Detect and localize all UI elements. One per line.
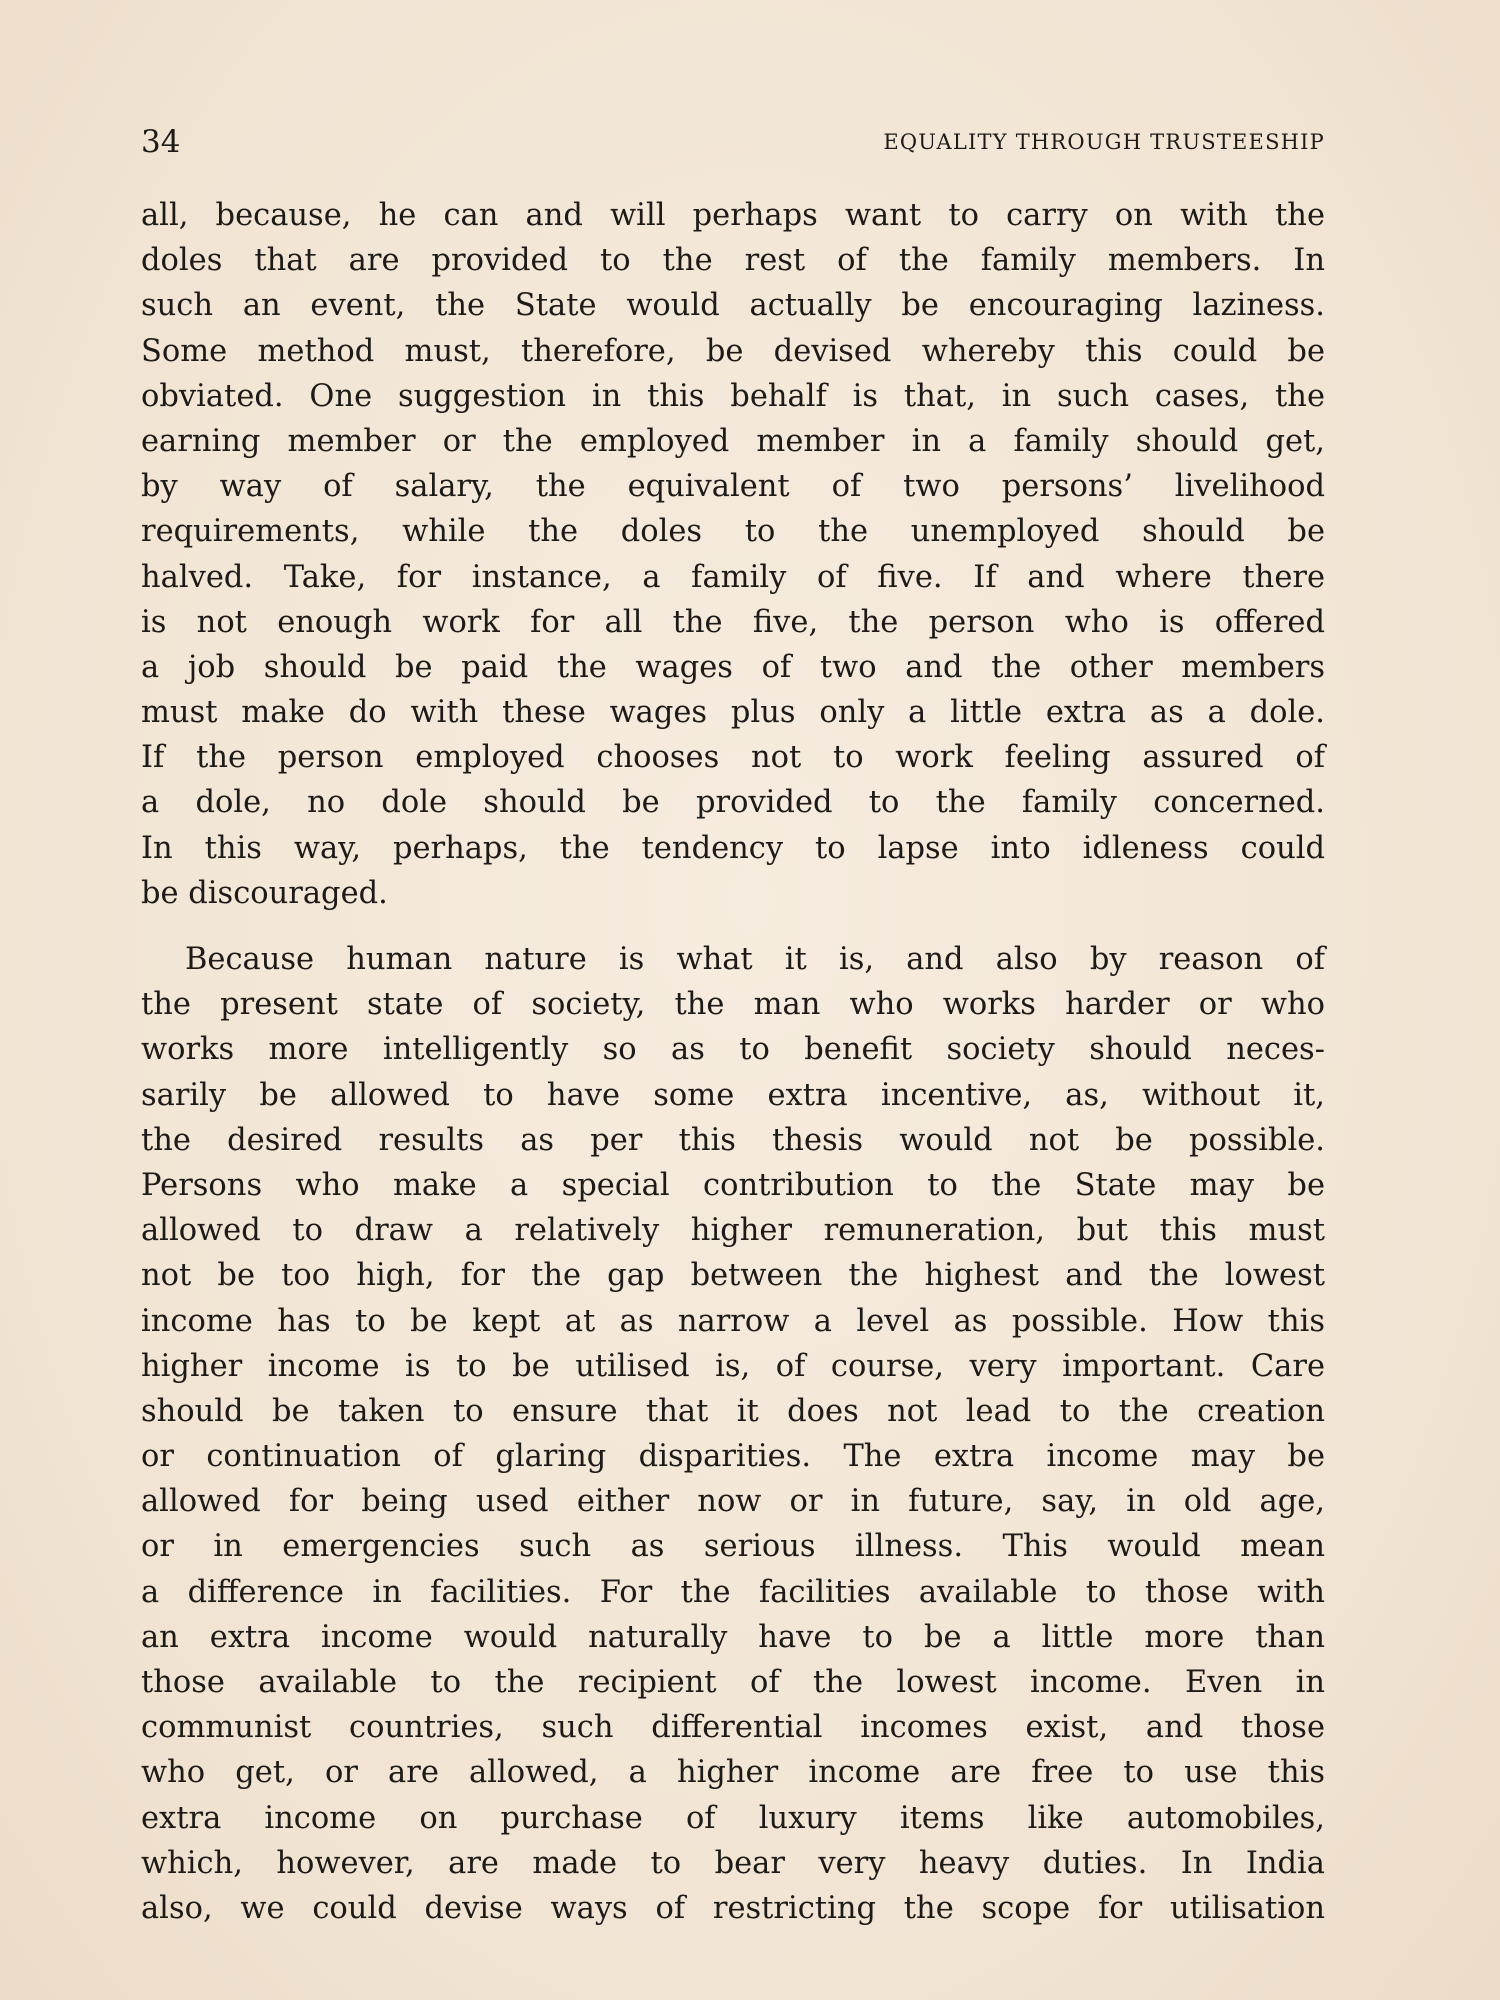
paragraph-2 — [141, 937, 1325, 1931]
text-line: which, however, are made to bear very heavy duties. In India — [141, 1845, 1325, 1881]
running-head: EQUALITY THROUGH TRUSTEESHIP — [883, 130, 1325, 154]
text-line: should be taken to ensure that it does not lead to the creation — [141, 1393, 1325, 1429]
text-line: communist countries, such differential incomes exist, and those — [141, 1710, 1325, 1746]
text-line: halved. Take, for instance, a family of five. If and where there — [141, 559, 1325, 595]
text-line: those available to the recipient of the lowest income. Even in — [141, 1665, 1325, 1700]
page-header — [141, 122, 1325, 162]
text-line: who get, or are allowed, a higher income are free to use this — [141, 1755, 1325, 1791]
text-line: sarily be allowed to have some extra incentive, as, without it, — [141, 1077, 1325, 1113]
text-line: all, because, he can and will perhaps want to carry on with the — [141, 198, 1325, 233]
text-line: doles that are provided to the rest of the family members. In — [141, 243, 1325, 279]
text-line: is not enough work for all the five, the person who is offered — [141, 604, 1325, 640]
text-line: In this way, perhaps, the tendency to lapse into idleness could — [141, 830, 1325, 866]
text-line: a job should be paid the wages of two and the other members — [141, 649, 1325, 685]
text-line: requirements, while the doles to the unemployed should be — [141, 514, 1325, 550]
paragraph-gap — [141, 916, 1325, 937]
text-line: higher income is to be utilised is, of course, very important. Care — [141, 1348, 1325, 1384]
text-line: extra income on purchase of luxury items like automobiles, — [141, 1800, 1325, 1836]
text-line: income has to be kept at as narrow a level as possible. How this — [141, 1303, 1325, 1339]
body-text — [141, 193, 1325, 1931]
text-line: allowed to draw a relatively higher remuneration, but this must — [141, 1213, 1325, 1249]
text-line: works more intelligently so as to benefit society should neces- — [141, 1032, 1325, 1068]
text-line: earning member or the employed member in a family should get, — [141, 423, 1325, 459]
text-line: an extra income would naturally have to be a little more than — [141, 1619, 1325, 1655]
text-line: by way of salary, the equivalent of two persons’ livelihood — [141, 469, 1325, 505]
text-line: must make do with these wages plus only a little extra as a dole. — [141, 695, 1325, 731]
text-line: Some method must, therefore, be devised whereby this could be — [141, 333, 1325, 369]
text-line: the present state of society, the man who works harder or who — [141, 987, 1325, 1023]
text-line: or in emergencies such as serious illness. This would mean — [141, 1529, 1325, 1565]
text-line: also, we could devise ways of restricting the scope for utilisation — [141, 1890, 1325, 1926]
text-line: or continuation of glaring disparities. The extra income may be — [141, 1439, 1325, 1475]
text-line: be discouraged. — [141, 875, 388, 911]
text-line: a dole, no dole should be provided to the family concerned. — [141, 785, 1325, 821]
text-line: If the person employed chooses not to work feeling assured of — [141, 740, 1325, 776]
text-line: Because human nature is what it is, and also by reason of — [185, 942, 1325, 977]
text-line: a difference in facilities. For the facilities available to those with — [141, 1574, 1325, 1610]
paragraph-1 — [141, 193, 1325, 916]
text-line: Persons who make a special contribution to the State may be — [141, 1167, 1325, 1203]
text-line: the desired results as per this thesis would not be possible. — [141, 1122, 1325, 1158]
page-number: 34 — [141, 124, 181, 160]
text-line: obviated. One suggestion in this behalf is that, in such cases, the — [141, 378, 1325, 414]
text-line: allowed for being used either now or in future, say, in old age, — [141, 1484, 1325, 1520]
text-line: such an event, the State would actually be encouraging laziness. — [141, 288, 1325, 324]
text-line: not be too high, for the gap between the highest and the lowest — [141, 1258, 1325, 1294]
